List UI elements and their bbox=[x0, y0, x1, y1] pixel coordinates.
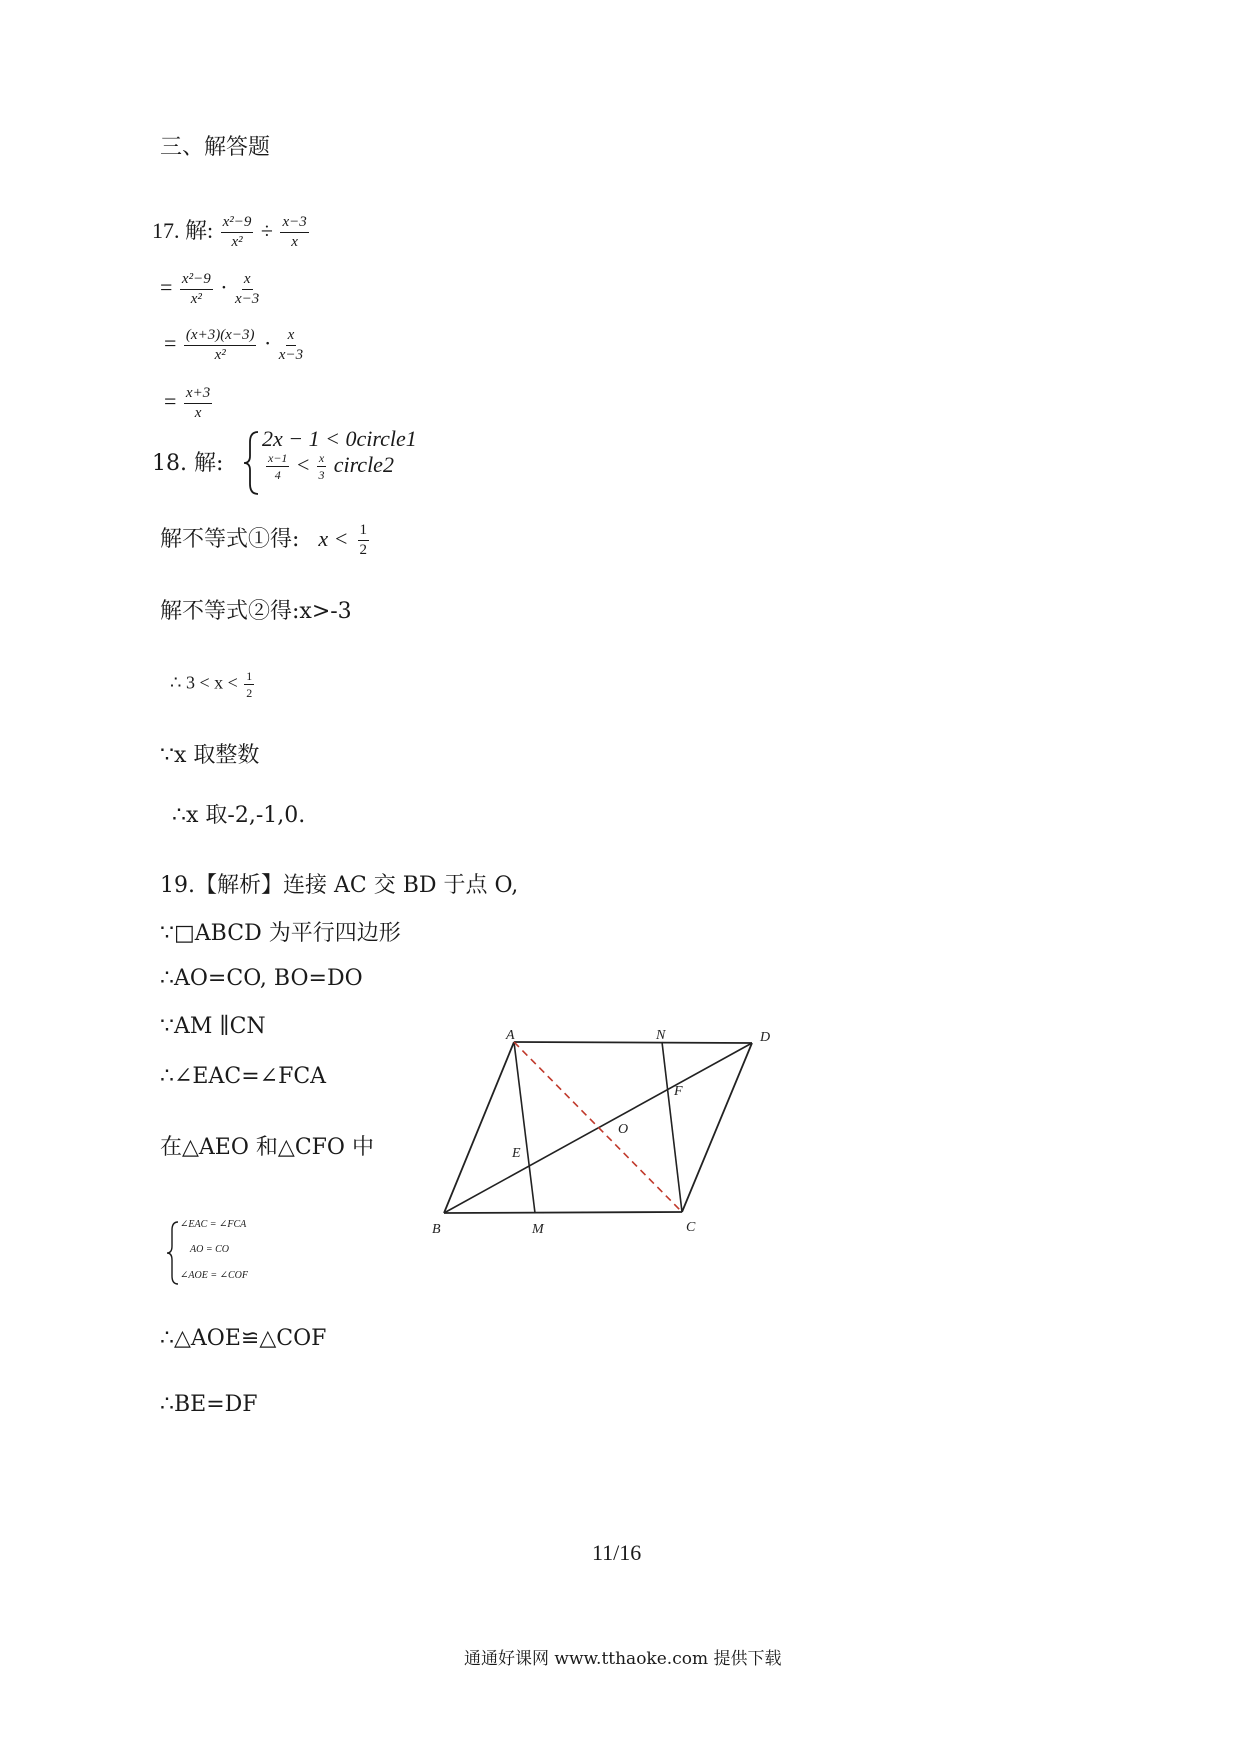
edge-AB bbox=[444, 1042, 514, 1213]
q19-line3: ∵AM ∥CN bbox=[160, 1014, 266, 1039]
q19-brace bbox=[166, 1220, 180, 1286]
q17-line3 bbox=[164, 328, 305, 363]
q18-sys2-frac1: $\frac{x-1}{4}$ bbox=[268, 451, 288, 483]
q18-sys1: 2x − 1 < 0circle1 bbox=[262, 426, 417, 451]
q18-sys2 bbox=[264, 452, 394, 481]
q17-l3-frac2: $\frac{x}{x-3}$ bbox=[278, 327, 304, 363]
edge-AD bbox=[514, 1042, 752, 1043]
q18-step1 bbox=[160, 522, 371, 558]
q19-sys-b: AO = CO bbox=[190, 1244, 229, 1255]
q19-sys-a: ∠EAC = ∠FCA bbox=[180, 1219, 247, 1230]
q19-line2: ∴AO=CO, BO=DO bbox=[160, 966, 363, 991]
label-O: O bbox=[618, 1122, 629, 1137]
label-E: E bbox=[512, 1146, 521, 1161]
label-C: C bbox=[686, 1220, 696, 1235]
q18-step1-text: 解不等式①得: bbox=[160, 527, 300, 552]
q17-l4-eq: = bbox=[164, 388, 177, 414]
q19-line1: ∵□ABCD 为平行四边形 bbox=[160, 921, 401, 946]
q18-step2: 解不等式②得:x>-3 bbox=[160, 599, 352, 624]
label-N: N bbox=[656, 1028, 666, 1043]
q17-l4-frac1: $\frac{x+3}{x}$ bbox=[185, 385, 211, 421]
diagonal-AC-dashed bbox=[514, 1042, 682, 1212]
q18-step3-prefix: ∴ 3 < x < bbox=[170, 672, 238, 693]
q18-step3-frac: $\frac{1}{2}$ bbox=[246, 669, 253, 700]
q17-l2-op: · bbox=[220, 274, 228, 300]
q18-step5: ∴x 取-2,-1,0. bbox=[172, 803, 306, 828]
q17-l1-frac2: $\frac{x-3}{x}$ bbox=[282, 214, 307, 251]
q17-l2-frac2: $\frac{x}{x-3}$ bbox=[235, 271, 260, 307]
q17-l2-frac1: $\frac{\text{x²−9}}{\text{x²}}$ bbox=[181, 271, 211, 307]
q19-intro: 19.【解析】连接 AC 交 BD 于点 O, bbox=[160, 873, 519, 898]
q17-line2 bbox=[160, 272, 261, 307]
q18-label: 18. 解: bbox=[152, 451, 224, 476]
parallelogram-figure bbox=[430, 1025, 780, 1255]
label-A: A bbox=[506, 1028, 515, 1043]
page-number: 11/16 bbox=[592, 1540, 642, 1565]
q17-l2-eq: = bbox=[160, 274, 173, 300]
edge-DC bbox=[682, 1043, 752, 1212]
q18-brace bbox=[242, 430, 262, 496]
q19-line7: ∴BE=DF bbox=[160, 1392, 258, 1417]
q18-sys2-lt: < bbox=[296, 452, 310, 477]
q17-l1-op: ÷ bbox=[260, 218, 273, 243]
q17-l3-op: · bbox=[263, 330, 272, 356]
segment-NC bbox=[662, 1042, 682, 1212]
label-B: B bbox=[432, 1222, 441, 1237]
label-F: F bbox=[674, 1084, 683, 1099]
q19-line5: 在△AEO 和△CFO 中 bbox=[160, 1135, 374, 1160]
label-M: M bbox=[532, 1222, 544, 1237]
edge-BC bbox=[444, 1212, 682, 1213]
segment-AM bbox=[514, 1042, 535, 1213]
q17-l3-frac1: $\frac{(x+3)(x-3)}{\text{x²}}$ bbox=[185, 327, 255, 363]
q18-step1-frac: $\frac{1}{2}$ bbox=[359, 521, 368, 558]
q17-l1-frac1: $\frac{\text{x²−9}}{\text{x²}}$ bbox=[222, 214, 252, 251]
label-D: D bbox=[760, 1030, 771, 1045]
q17-label: 17. 解: bbox=[152, 218, 214, 243]
q18-step1-x: x < bbox=[318, 526, 349, 551]
footer-text: 通通好课网 www.tthaoke.com 提供下载 bbox=[464, 1649, 782, 1669]
q18-step3 bbox=[170, 670, 256, 699]
q17-l3-eq: = bbox=[164, 330, 177, 356]
q18-step4: ∵x 取整数 bbox=[160, 743, 260, 768]
q17-line4 bbox=[164, 386, 214, 421]
section-title: 三、解答题 bbox=[160, 135, 271, 160]
q18-sys2-tail: circle2 bbox=[333, 452, 394, 477]
q19-line6: ∴△AOE≌△COF bbox=[160, 1326, 327, 1351]
q18-sys2-frac2: $\frac{x}{3}$ bbox=[318, 451, 325, 483]
q19-sys-c: ∠AOE = ∠COF bbox=[180, 1270, 248, 1281]
q19-line4: ∴∠EAC=∠FCA bbox=[160, 1064, 327, 1089]
q17-line1 bbox=[152, 214, 311, 250]
